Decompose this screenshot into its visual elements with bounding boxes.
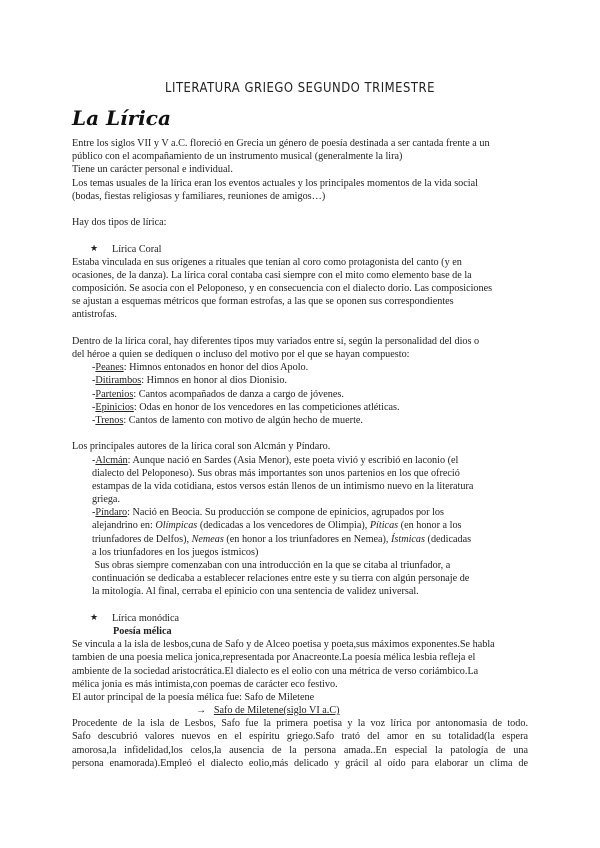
text-line: estampas de la vida cotidiana, estos versos están llenos de un intimismo nuevo en la literatura bbox=[92, 480, 474, 492]
text-fragment: (en honor a los bbox=[398, 520, 462, 532]
document-title: LITERATURA GRIEGO SEGUNDO TRIMESTRE bbox=[165, 80, 435, 96]
work-title: Píticas bbox=[369, 520, 399, 532]
type-desc: : Odas en honor de los vencedores en las competiciones atléticas. bbox=[133, 401, 400, 413]
author-name: Alcmán bbox=[95, 454, 128, 466]
safo-paragraph bbox=[72, 717, 528, 770]
text-line: ambiente de la sociedad aristocrática.El dialecto es el eolio con una métrica de verso coriámbico.La bbox=[72, 665, 479, 677]
list-item: -Peanes: Himnos entonados en honor del dios Apolo. bbox=[92, 362, 309, 374]
text-line: amorosa,la infidelidad,los celos,la ausencia de la persona amada..En especial la patología de una bbox=[72, 744, 528, 756]
text-line: del héroe a quien se dediquen o incluso del motivo por el que se hayan compuesto: bbox=[72, 349, 410, 360]
type-name: Peanes bbox=[95, 362, 124, 374]
work-title: Nemeas bbox=[191, 533, 224, 545]
author-text: : Nació en Beocia. Su producción se compone de epinicios, agrupados por los bbox=[127, 507, 444, 519]
text-line: a los triunfadores en los juegos ístmicos) bbox=[92, 546, 259, 558]
text-line: Dentro de la lírica coral, hay diferentes tipos muy variados entre sí, según la personalidad del dios o bbox=[72, 335, 480, 347]
text-line: Entre los siglos VII y V a.C. floreció en Grecia un género de poesía destinada a ser cantada frente a un bbox=[72, 138, 490, 149]
star-bullet-icon: ★ bbox=[90, 243, 99, 254]
text-line: Se vincula a la isla de lesbos,cuna de Safo y de Alceo poetisa y poeta,sus máximos exponentes.Se habla bbox=[72, 639, 495, 651]
coral-paragraph bbox=[72, 256, 528, 322]
text-line: ocasiones, de la danza). La lírica coral contaba casi siempre con el mito como elemento base de la bbox=[72, 269, 472, 281]
work-title: Olímpicas bbox=[155, 520, 198, 532]
text-line: El autor principal de la poesía mélica fue: Safo de Miletene bbox=[72, 691, 315, 703]
list-item: -Epinicios: Odas en honor de los vencedores en las competiciones atléticas. bbox=[92, 401, 400, 413]
text-line: (bodas, fiestas religiosas y familiares, reuniones de amigos…) bbox=[72, 190, 326, 202]
text-line: Los temas usuales de la lírica eran los eventos actuales y los principales momentos de la vida social bbox=[72, 177, 478, 189]
author-name: Píndaro bbox=[95, 507, 128, 519]
authors-intro: Los principales autores de la lírica coral son Alcmán y Píndaro. bbox=[72, 441, 331, 453]
text-line bbox=[72, 533, 528, 546]
type-name: Epinicios bbox=[95, 401, 134, 413]
type-desc: : Cantos de lamento con motivo de algún hecho de muerte. bbox=[123, 414, 363, 426]
text-line: -Píndaro: Nació en Beocia. Su producción se compone de epinicios, agrupados por los bbox=[92, 507, 444, 519]
bullet-label: Lírica monódica bbox=[112, 612, 180, 624]
type-name: Trenos bbox=[95, 414, 124, 426]
text-line: mélica jonia es más intimista,con poemas de carácter eco festivo. bbox=[72, 678, 338, 690]
type-desc: : Himnos en honor al dios Dionisio. bbox=[141, 375, 287, 387]
text-line: Safo descubrió valores nuevos en el espíritu griego.Safo trató del amor en su totalidad(la espera bbox=[72, 731, 528, 743]
text-line: Estaba vinculada en sus orígenes a rituales que tenían al coro como protagonista del canto (y en bbox=[72, 256, 462, 268]
text-line: la mitología. Al final, cerraba el epinicio con una sentencia de validez universal. bbox=[92, 586, 419, 598]
author-alcman bbox=[72, 454, 528, 507]
text-fragment: Sus obras siempre comenzaban con una introducción en la que se citaba al triunfador, a bbox=[94, 560, 451, 571]
safo-heading-line bbox=[72, 704, 528, 717]
section-heading: La Lírica bbox=[72, 106, 171, 130]
type-name: Partenios bbox=[95, 388, 134, 400]
type-desc: : Himnos entonados en honor del dios Apolo. bbox=[123, 362, 309, 374]
text-line: tambien de una poesia melica jonica,representada por Anacreonte.La poesía mélica lesbia refleja el bbox=[72, 652, 476, 664]
text-line: Tiene un carácter personal e individual. bbox=[72, 164, 233, 176]
type-desc: : Cantos acompañados de danza a cargo de jóvenes. bbox=[133, 388, 344, 400]
text-line: -Alcmán: Aunque nació en Sardes (Asia Menor), este poeta vivió y escribió en laconio (el bbox=[92, 454, 459, 466]
text-line: composición. Se asocia con el Peloponeso, y en consecuencia con el dialecto dorio. Las composiciones bbox=[72, 283, 493, 295]
author-pindaro bbox=[72, 506, 528, 598]
text-line: se ajustan a esquemas métricos que forman estrofas, a las que se oponen sus correspondientes bbox=[72, 296, 454, 308]
text-line: público con el acompañamiento de un instrumento musical (generalmente la lira) bbox=[72, 151, 403, 163]
text-line: continuación se dedicaba a establecer relaciones entre este y su tierra con algún personaje de bbox=[92, 573, 470, 585]
text-line: antistrofas. bbox=[72, 309, 117, 321]
text-line: dialecto del Peloponeso). Sus obras más importantes son unos partenios en los que ofreció bbox=[92, 467, 460, 479]
coral-types-list bbox=[72, 361, 528, 427]
text-fragment: (en honor a los triunfadores en Nemea), bbox=[223, 533, 392, 545]
work-title: Ístmicas bbox=[391, 533, 425, 545]
safo-heading: Safo de Miletene(siglo VI a.C) bbox=[213, 705, 340, 717]
text-fragment: triunfadores de Delfos), bbox=[92, 533, 192, 545]
document-body bbox=[72, 137, 528, 770]
list-item: -Ditirambos: Himnos en honor al dios Dionisio. bbox=[92, 375, 287, 387]
bullet-lirica-monodica bbox=[72, 612, 528, 625]
monodica-paragraph bbox=[72, 638, 528, 704]
text-fragment: (dedicadas bbox=[425, 533, 472, 545]
subheading-poesia-melica: Poesía mélica bbox=[113, 625, 172, 637]
author-text: : Aunque nació en Sardes (Asia Menor), este poeta vivió y escribió en laconio (el bbox=[127, 454, 459, 466]
text-line: persona enamorada).Empleó el dialecto eolio,más delicado y grácil al oído para elaborar un clima de bbox=[72, 757, 528, 769]
text-line: griega. bbox=[92, 494, 121, 506]
text-line bbox=[72, 519, 528, 532]
text-line: Procedente de la isla de Lesbos, Safo fue la primera poetisa y la voz lírica por antonomasia de todo. bbox=[72, 718, 528, 730]
type-name: Ditirambos bbox=[95, 375, 142, 387]
list-item: -Trenos: Cantos de lamento con motivo de algún hecho de muerte. bbox=[92, 414, 363, 426]
text-fragment: (dedicadas a los vencedores de Olimpia), bbox=[197, 520, 370, 532]
star-bullet-icon: ★ bbox=[90, 612, 99, 623]
text-line bbox=[72, 559, 528, 572]
bullet-lirica-coral bbox=[72, 243, 528, 256]
types-intro: Hay dos tipos de lírica: bbox=[72, 217, 167, 229]
coral-types-paragraph bbox=[72, 335, 528, 361]
list-item: -Partenios: Cantos acompañados de danza a cargo de jóvenes. bbox=[92, 388, 344, 400]
arrow-right-icon: → bbox=[196, 705, 207, 717]
intro-paragraph bbox=[72, 137, 528, 203]
bullet-label: Lírica Coral bbox=[112, 243, 162, 255]
text-fragment: alejandrino en: bbox=[92, 520, 156, 532]
